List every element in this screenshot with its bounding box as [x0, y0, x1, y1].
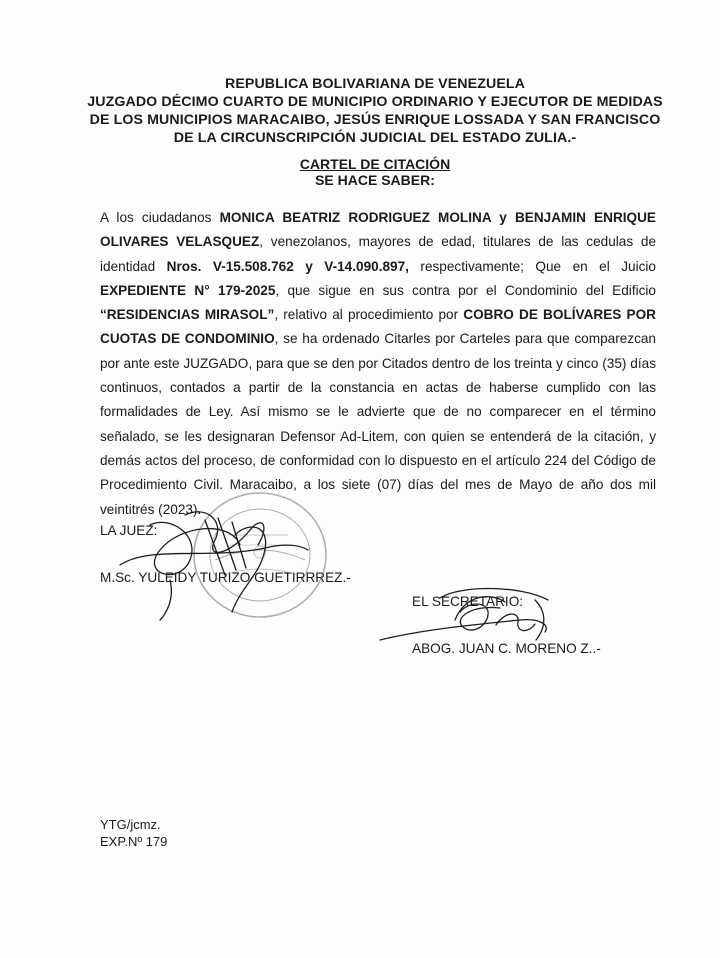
body-text-6: , se ha ordenado Citarles por Carteles para que comparezcan por ante este JUZGADO, para que se den por Citados dentro de los treinta y cinco (35) días continuos, contados a partir de la constancia en actas de haberse cumplido con las formalidades de Ley. Así mismo se le advierte que de no comparecer en el término señalado, se les designaran Defensor Ad-Litem, con quien se entenderá de la citación, y demás actos del proceso, de conformidad con lo dispuesto en el artículo 224 del Código de Procedimiento Civil. Maracaibo, a los siete (07) días del mes de Mayo de año dos mil veintitrés (2023). [100, 331, 656, 517]
header-line-municipalities: DE LOS MUNICIPIOS MARACAIBO, JESÚS ENRIQUE LOSSADA Y SAN FRANCISCO [89, 112, 661, 128]
footer-reference [100, 816, 167, 850]
body-text-4: , que sigue en sus contra por el Condominio del Edificio [275, 282, 656, 298]
clerk-initials: YTG/jcmz. [100, 817, 161, 832]
citation-body [100, 206, 656, 522]
body-text-3: respectivamente; Que en el Juicio [408, 258, 656, 274]
secretary-name: ABOG. JUAN C. MORENO Z..- [412, 641, 601, 656]
procedure-type: COBRO DE BOLÍVARES POR CUOTAS DE CONDOMINIO [100, 307, 656, 347]
building-name: “RESIDENCIAS MIRASOL” [100, 307, 275, 323]
defendant-names: MONICA BEATRIZ RODRIGUEZ MOLINA y BENJAMIN ENRIQUE OLIVARES VELASQUEZ [100, 210, 656, 250]
judge-label: LA JUEZ: [100, 523, 158, 538]
cartel-subtitle: SE HACE SABER: [315, 172, 435, 188]
header-line-jurisdiction: DE LA CIRCUNSCRIPCIÓN JUDICIAL DEL ESTADO ZULIA.- [173, 130, 577, 146]
cartel-title: CARTEL DE CITACIÓN [299, 156, 451, 172]
body-text-5: , relativo al procedimiento por [274, 307, 464, 323]
header-line-republic: REPUBLICA BOLIVARIANA DE VENEZUELA [224, 76, 526, 92]
judge-name: M.Sc. YULEIDY TURIZO GUETIRRREZ.- [100, 570, 351, 585]
case-number: EXPEDIENTE N° 179-2025 [100, 282, 276, 298]
body-text-2: , venezolanos, mayores de edad, titulares de las cedulas de identidad [100, 234, 657, 274]
case-file-number: EXP.Nº 179 [100, 834, 168, 849]
cartel-heading [60, 156, 690, 188]
header-line-court: JUZGADO DÉCIMO CUARTO DE MUNICIPIO ORDINARIO Y EJECUTOR DE MEDIDAS [87, 94, 663, 110]
body-text-1: A los ciudadanos [100, 210, 220, 225]
secretary-label: EL SECRETARIO: [412, 594, 524, 609]
identity-numbers: Nros. V-15.508.762 y V-14.090.897, [166, 258, 409, 274]
court-header [60, 75, 690, 147]
